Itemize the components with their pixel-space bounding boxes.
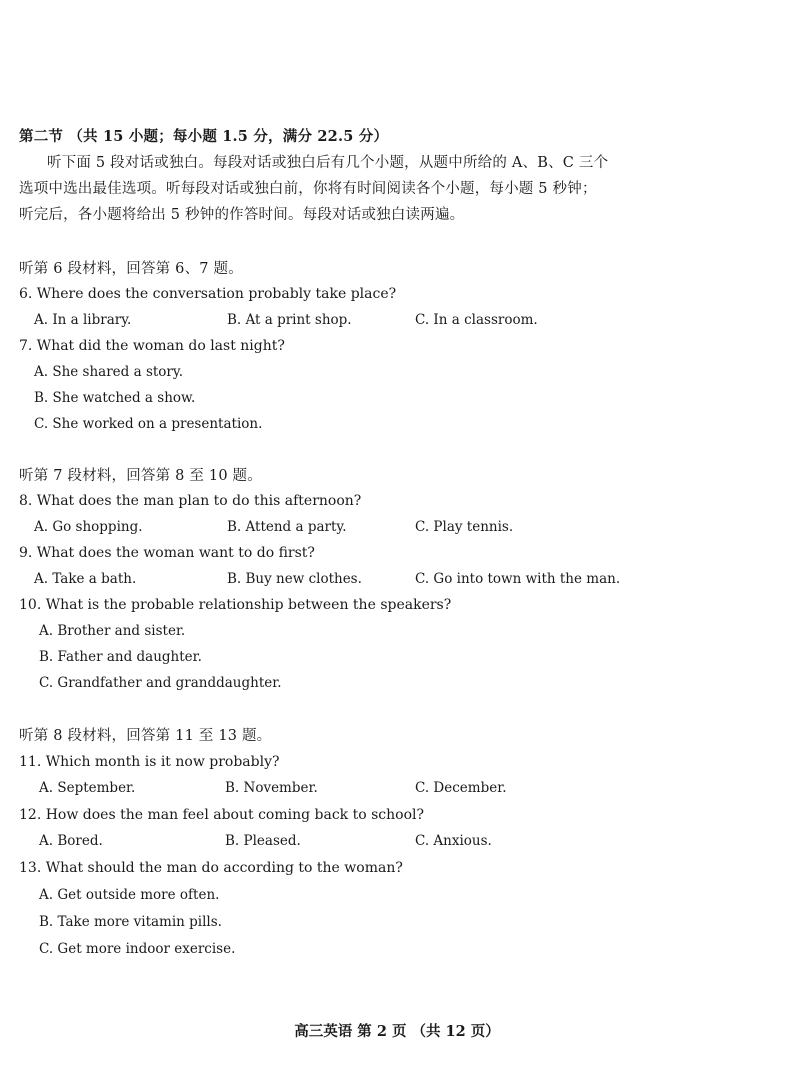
group-header-7: 听第 7 段材料，回答第 8 至 10 题。 <box>19 468 262 484</box>
question-7: 7. What did the woman do last night? <box>19 338 285 354</box>
question-13-option-a: A. Get outside more often. <box>39 887 220 903</box>
question-8: 8. What does the man plan to do this afternoon? <box>19 493 362 509</box>
question-8-option-c: C. Play tennis. <box>415 519 514 535</box>
question-6-option-a: A. In a library. <box>34 312 132 328</box>
question-13-option-b: B. Take more vitamin pills. <box>39 914 222 930</box>
question-11-option-c: C. December. <box>415 780 507 796</box>
question-9: 9. What does the woman want to do first? <box>19 545 315 561</box>
instruction-line-3: 听完后，各小题将给出 5 秒钟的作答时间。每段对话或独白读两遍。 <box>19 207 465 223</box>
question-7-option-a: A. She shared a story. <box>34 364 184 380</box>
question-11-option-b: B. November. <box>225 780 318 796</box>
group-header-8: 听第 8 段材料，回答第 11 至 13 题。 <box>19 728 272 744</box>
question-7-option-c: C. She worked on a presentation. <box>34 416 263 432</box>
section-title: 第二节 （共 15 小题；每小题 1.5 分，满分 22.5 分） <box>19 128 389 145</box>
question-11-option-a: A. September. <box>39 780 136 796</box>
question-12: 12. How does the man feel about coming back to school? <box>19 807 424 823</box>
question-7-option-b: B. She watched a show. <box>34 390 196 406</box>
question-12-option-b: B. Pleased. <box>225 833 301 849</box>
question-9-option-c: C. Go into town with the man. <box>415 571 621 587</box>
group-header-6: 听第 6 段材料，回答第 6、7 题。 <box>19 261 243 277</box>
question-8-option-b: B. Attend a party. <box>227 519 347 535</box>
question-9-option-a: A. Take a bath. <box>34 571 137 587</box>
question-10: 10. What is the probable relationship between the speakers? <box>19 597 452 613</box>
question-11: 11. Which month is it now probably? <box>19 754 280 770</box>
question-13-option-c: C. Get more indoor exercise. <box>39 941 236 957</box>
question-6-option-b: B. At a print shop. <box>227 312 352 328</box>
question-12-option-a: A. Bored. <box>39 833 103 849</box>
question-12-option-c: C. Anxious. <box>415 833 492 849</box>
question-9-option-b: B. Buy new clothes. <box>227 571 362 587</box>
question-10-option-c: C. Grandfather and granddaughter. <box>39 675 282 691</box>
question-8-option-a: A. Go shopping. <box>34 519 143 535</box>
page-footer: 高三英语 第 2 页 （共 12 页） <box>294 1023 500 1040</box>
instruction-line-2: 选项中选出最佳选项。听每段对话或独白前，你将有时间阅读各个小题，每小题 5 秒钟； <box>19 181 597 197</box>
instruction-line-1: 听下面 5 段对话或独白。每段对话或独白后有几个小题，从题中所给的 A、B、C 三个 <box>47 155 609 171</box>
question-6: 6. Where does the conversation probably take place? <box>19 286 397 302</box>
question-6-option-c: C. In a classroom. <box>415 312 538 328</box>
question-10-option-a: A. Brother and sister. <box>39 623 186 639</box>
question-10-option-b: B. Father and daughter. <box>39 649 202 665</box>
question-13: 13. What should the man do according to the woman? <box>19 860 403 876</box>
